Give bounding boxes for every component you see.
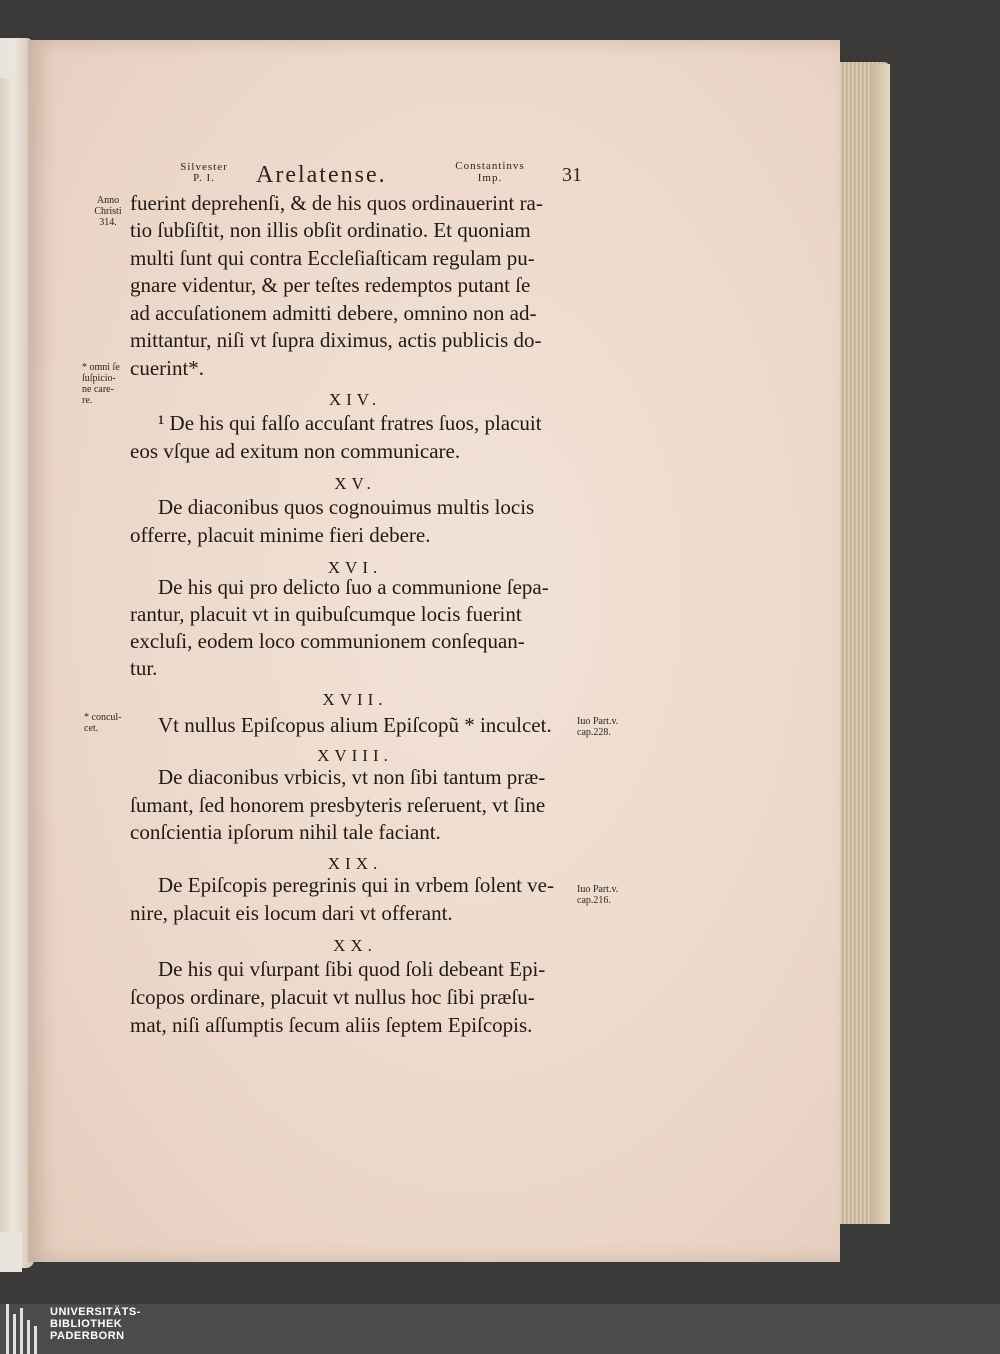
binding-strip-bottom <box>0 1232 22 1272</box>
chapter-heading: XVIII. <box>317 746 393 765</box>
margin-ref-line: cap.216. <box>577 895 611 906</box>
margin-note-line: ſuſpicio- <box>82 373 116 384</box>
text-line: ſcopos ordinare, placuit vt nullus hoc ſibi præſu- <box>130 985 535 1009</box>
chapter-heading: XVI. <box>327 558 383 577</box>
running-head-title: Arelatense. <box>256 162 387 188</box>
running-head-right <box>430 160 550 184</box>
library-footer <box>0 1304 1000 1354</box>
text-line: eos vſque ad exitum non communicare. <box>130 439 461 463</box>
page-number: 31 <box>562 164 582 186</box>
text-line: multi ſunt qui contra Eccleſiaſticam regulam pu- <box>130 246 535 270</box>
library-name-line: PADERBORN <box>50 1330 125 1342</box>
chapter-heading: XIX. <box>327 854 383 873</box>
margin-ref-line: Iuo Part.v. <box>577 716 619 727</box>
text-line: ¹ De his qui falſo accuſant fratres ſuos, placuit <box>158 411 542 435</box>
margin-note-year-line: Christi <box>94 206 122 217</box>
text-line: De his qui vſurpant ſibi quod ſoli debeant Epi- <box>158 957 546 981</box>
chapter-heading: XX. <box>333 936 377 955</box>
text-line: De diaconibus quos cognouimus multis locis <box>158 495 535 519</box>
running-head-left-top: Silvester <box>180 161 228 173</box>
margin-note-year-line: 314. <box>99 217 117 228</box>
margin-note-gloss-1 <box>82 362 128 406</box>
book-cover-edge <box>872 64 890 1224</box>
text-line: fuerint deprehenſi, & de his quos ordinauerint ra- <box>130 191 543 215</box>
text-line: mat, niſi aſſumptis ſecum aliis ſeptem Epiſcopis. <box>130 1013 533 1037</box>
text-line: ſumant, ſed honorem presbyteris reſeruent, vt ſine <box>130 793 546 817</box>
margin-ref-2 <box>577 884 647 906</box>
margin-ref-line: cap.228. <box>577 727 611 738</box>
running-head-left-bottom: P. I. <box>193 172 215 184</box>
text-line: mittantur, niſi vt ſupra diximus, actis publicis do- <box>130 328 542 352</box>
text-line: De diaconibus vrbicis, vt non ſibi tantum præ- <box>158 765 546 789</box>
text-line: Vt nullus Epiſcopus alium Epiſcopũ * inculcet. <box>158 713 552 737</box>
text-line: tio ſubſiſtit, non illis obſit ordinatio. Et quoniam <box>130 218 531 242</box>
margin-note-line: * omni ſe <box>82 362 120 373</box>
chapter-heading: XVII. <box>322 690 388 709</box>
margin-ref-1 <box>577 716 647 738</box>
text-line: conſcientia ipſorum nihil tale faciant. <box>130 820 441 844</box>
margin-note-line: * concul- <box>84 712 122 723</box>
margin-note-gloss-2 <box>84 712 130 734</box>
margin-note-year <box>86 195 130 228</box>
text-line: De his qui pro delicto ſuo a communione ſepa- <box>158 575 549 599</box>
text-line: cuerint*. <box>130 356 205 380</box>
text-line: gnare videntur, & per teſtes redemptos putant ſe <box>130 273 531 297</box>
binding-strip-top <box>0 38 14 78</box>
text-line: nire, placuit eis locum dari vt offerant. <box>130 901 453 925</box>
library-name-line: BIBLIOTHEK <box>50 1318 123 1330</box>
margin-ref-line: Iuo Part.v. <box>577 884 619 895</box>
text-line: tur. <box>130 656 158 680</box>
running-head <box>170 162 590 192</box>
library-logo-icon <box>6 1304 42 1354</box>
margin-note-line: cet. <box>84 723 99 734</box>
text-line: offerre, placuit minime fieri debere. <box>130 523 431 547</box>
chapter-heading: XV. <box>334 474 376 493</box>
running-head-right-top: Constantinvs <box>455 160 525 172</box>
library-logo-text <box>50 1306 141 1342</box>
text-line: ad accuſationem admitti debere, omnino non ad- <box>130 301 537 325</box>
margin-note-line: ne care- <box>82 384 114 395</box>
text-line: rantur, placuit vt in quibuſcumque locis fuerint <box>130 602 522 626</box>
margin-note-line: re. <box>82 395 93 406</box>
margin-note-year-line: Anno <box>96 195 120 206</box>
text-line: excluſi, eodem loco communionem conſequan- <box>130 629 525 653</box>
library-name-line: UNIVERSITÄTS- <box>50 1306 141 1318</box>
running-head-right-bottom: Imp. <box>477 172 503 184</box>
chapter-heading: XIV. <box>328 390 382 409</box>
text-line: De Epiſcopis peregrinis qui in vrbem ſolent ve- <box>158 873 554 897</box>
running-head-left <box>170 162 238 184</box>
